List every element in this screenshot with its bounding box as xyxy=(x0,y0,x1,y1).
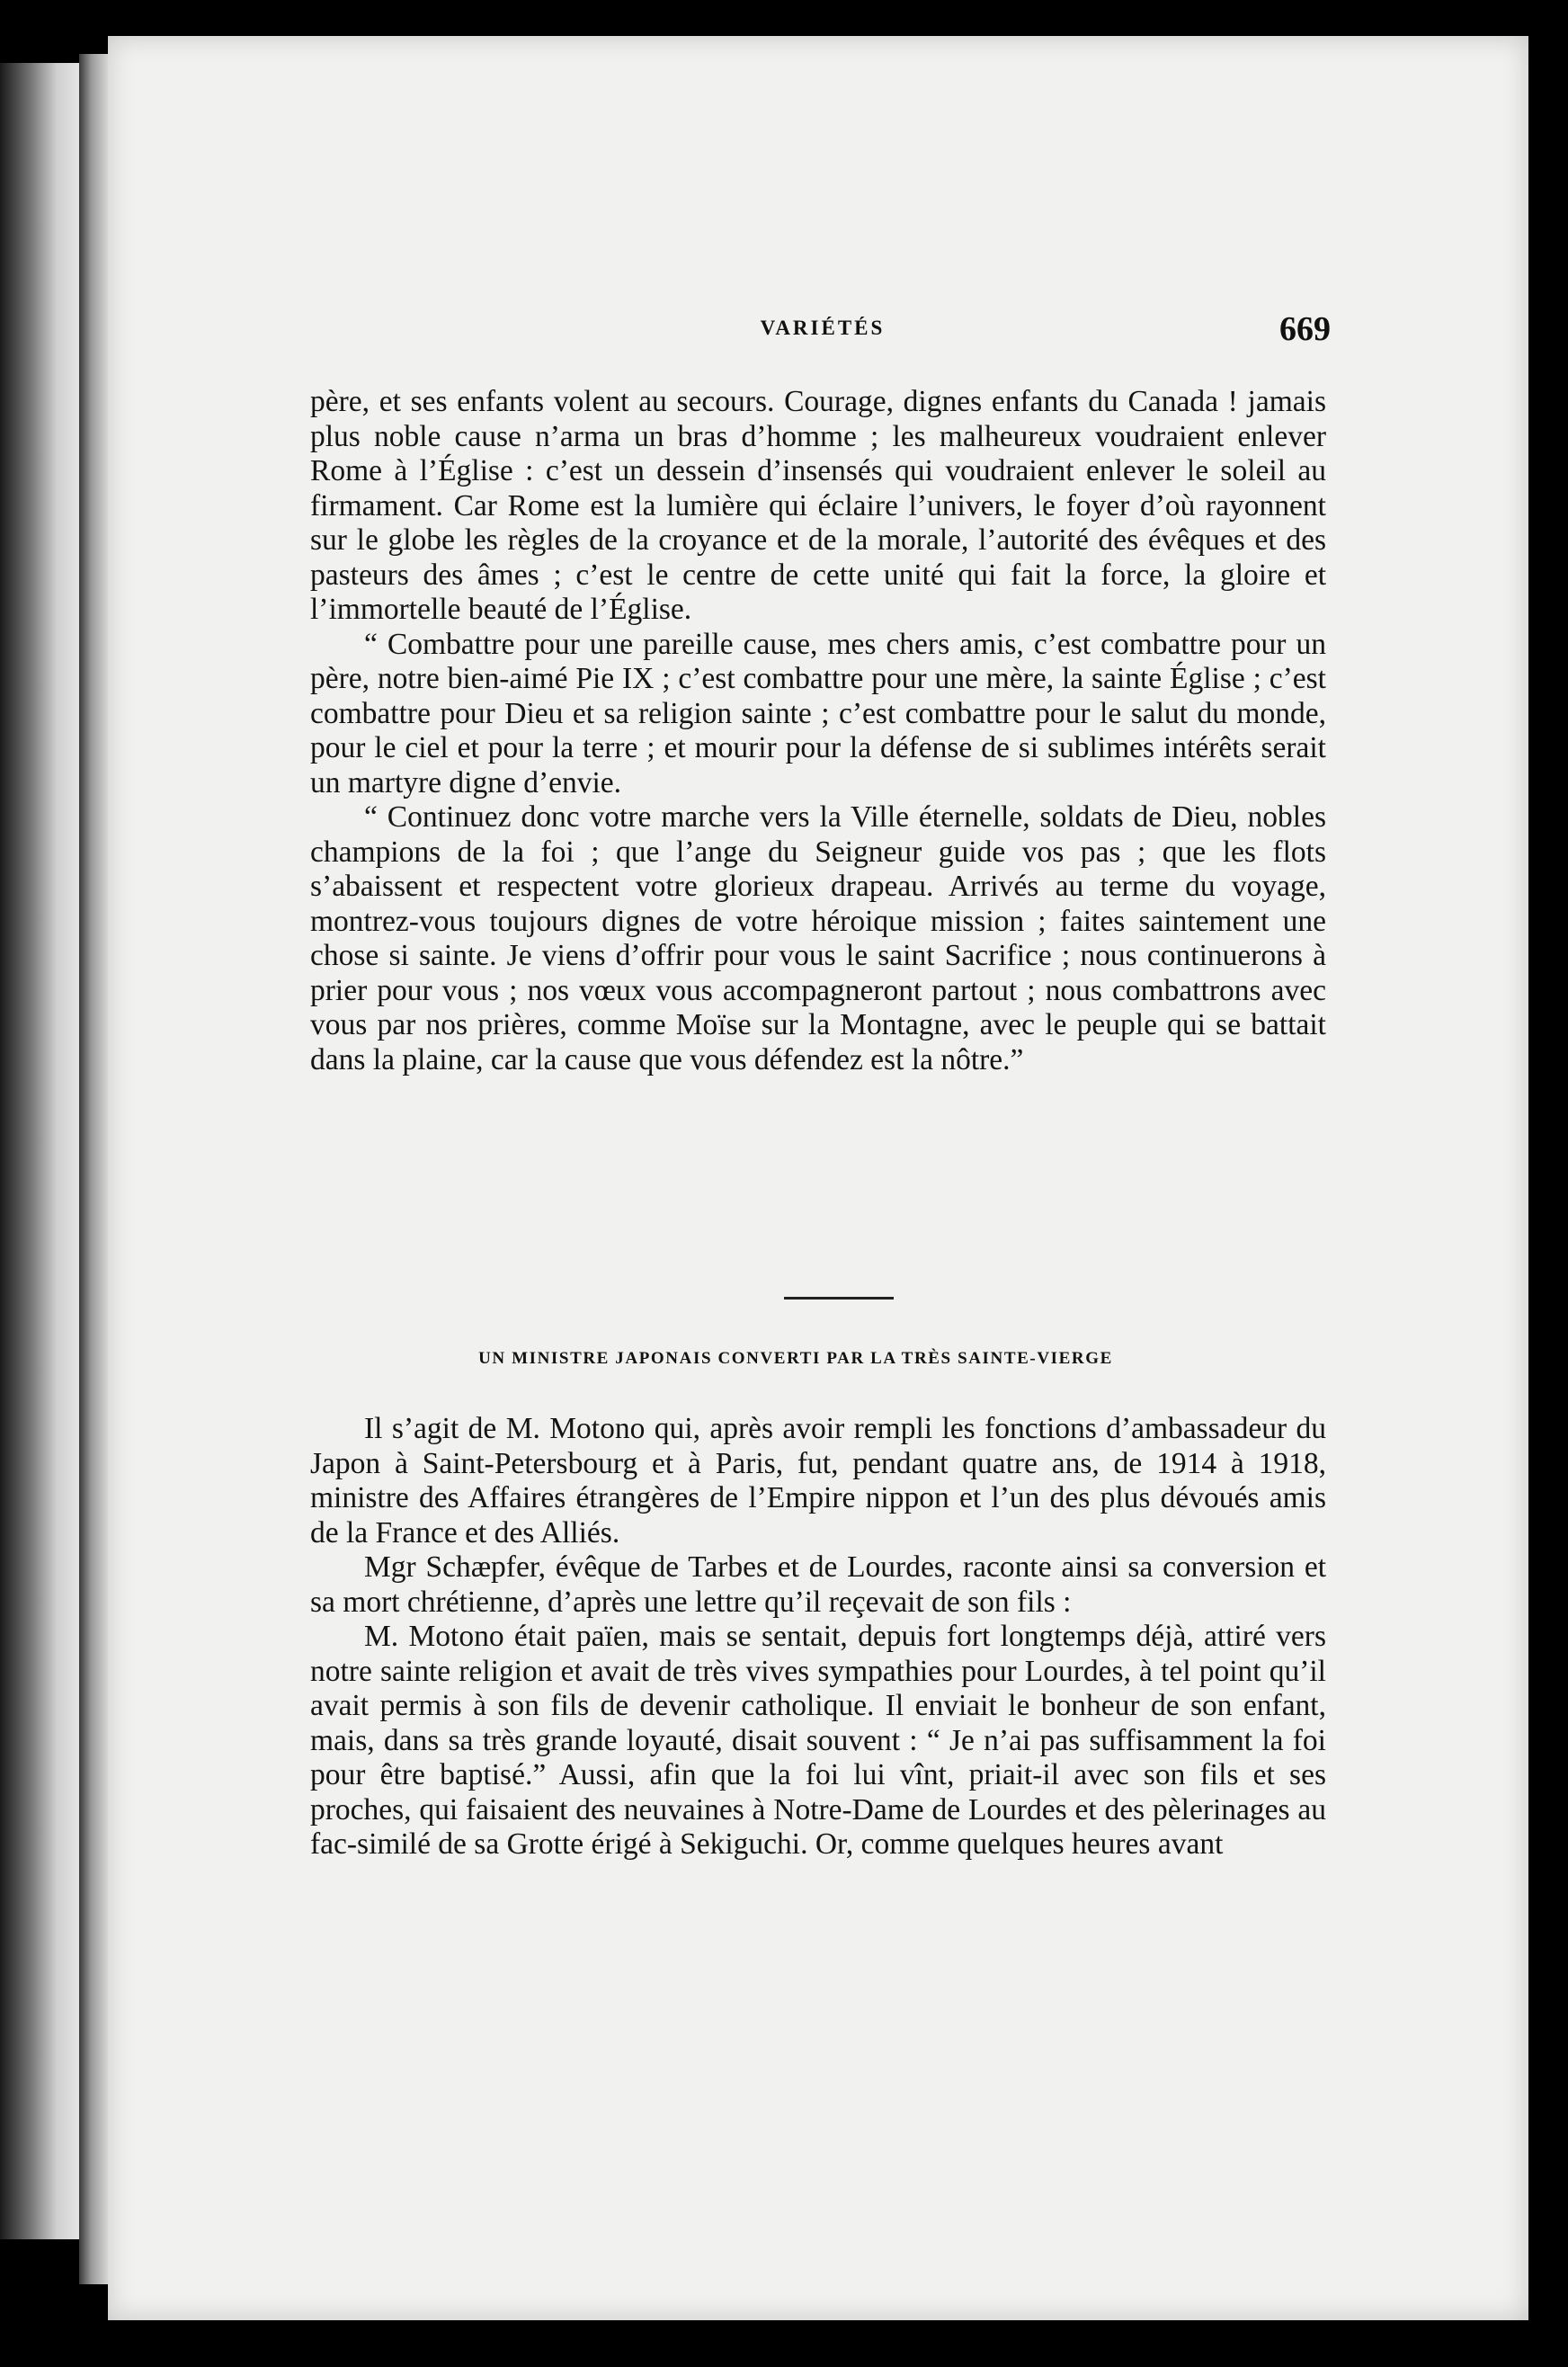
adjacent-page-edge xyxy=(79,54,110,2284)
page-number: 669 xyxy=(1279,310,1331,348)
book-page xyxy=(108,36,1528,2320)
section-divider xyxy=(784,1297,894,1300)
article-body xyxy=(310,1412,1326,1862)
paragraph: père, et ses enfants volent au secours. Courage, dignes enfants du Canada ! jamais plus noble cause n’arma un bras d’homme ; les malheureux voudraient enlever Rome à l’Église : c’est un dessein d’insensés qui voudraient enlever le soleil au firmament. Car Rome est la lumière qui éclaire l’univers, le foyer d’où rayonnent sur le globe les règles de la croyance et de la morale, l’autorité des évêques et des pasteurs des âmes ; c’est le centre de cette unité qui fait la force, la gloire et l’immortelle beauté de l’Église. xyxy=(310,385,1326,626)
paragraph: M. Motono était païen, mais se sentait, depuis fort longtemps déjà, attiré vers notre sainte religion et avait de très vives sympathies pour Lourdes, à tel point qu’il avait permis à son fils de devenir catholique. Il enviait le bonheur de son enfant, mais, dans sa très grande loyauté, disait souvent : “ Je n’ai pas suffisamment la foi pour être baptisé.” Aussi, afin que la foi lui vînt, priait-il avec son fils et ses proches, qui faisaient des neuvaines à Notre-Dame de Lourdes et des pèlerinages au fac-similé de sa Grotte érigé à Sekiguchi. Or, comme quelques heures avant xyxy=(310,1620,1326,1861)
paragraph: “ Combattre pour une pareille cause, mes chers amis, c’est combattre pour un père, notre bien-aimé Pie IX ; c’est combattre pour une mère, la sainte Église ; c’est combattre pour Dieu et sa religion sainte ; c’est combattre pour le salut du monde, pour le ciel et pour la terre ; et mourir pour la défense de si sublimes intérêts serait un martyre digne d’envie. xyxy=(310,627,1326,799)
letter-continuation xyxy=(310,385,1326,1077)
running-head xyxy=(315,309,1331,363)
running-title: VARIÉTÉS xyxy=(760,317,886,339)
paragraph: Mgr Schæpfer, évêque de Tarbes et de Lourdes, raconte ainsi sa conversion et sa mort chrétienne, d’après une lettre qu’il reçevait de son fils : xyxy=(310,1550,1326,1619)
left-page-edge xyxy=(0,63,81,2239)
paragraph: “ Continuez donc votre marche vers la Ville éternelle, soldats de Dieu, nobles champions de la foi ; que l’ange du Seigneur guide vos pas ; que les flots s’abaissent et respectent votre glorieux drapeau. Arrivés au terme du voyage, montrez-vous toujours dignes de votre héroique mission ; faites saintement une chose si sainte. Je viens d’offrir pour vous le saint Sacrifice ; nous continuerons à prier pour vous ; nos vœux vous accompagneront partout ; nous combattrons avec vous par nos prières, comme Moïse sur la Montagne, avec le peuple qui se battait dans la plaine, car la cause que vous défendez est la nôtre.” xyxy=(310,800,1326,1076)
paragraph: Il s’agit de M. Motono qui, après avoir rempli les fonctions d’ambassadeur du Japon à Saint-Petersbourg et à Paris, fut, pendant quatre ans, de 1914 à 1918, ministre des Affaires étrangères de l’Empire nippon et l’un des plus dévoués amis de la France et des Alliés. xyxy=(310,1412,1326,1550)
section-heading: UN MINISTRE JAPONAIS CONVERTI PAR LA TRÈS SAINTE-VIERGE xyxy=(478,1349,1113,1368)
